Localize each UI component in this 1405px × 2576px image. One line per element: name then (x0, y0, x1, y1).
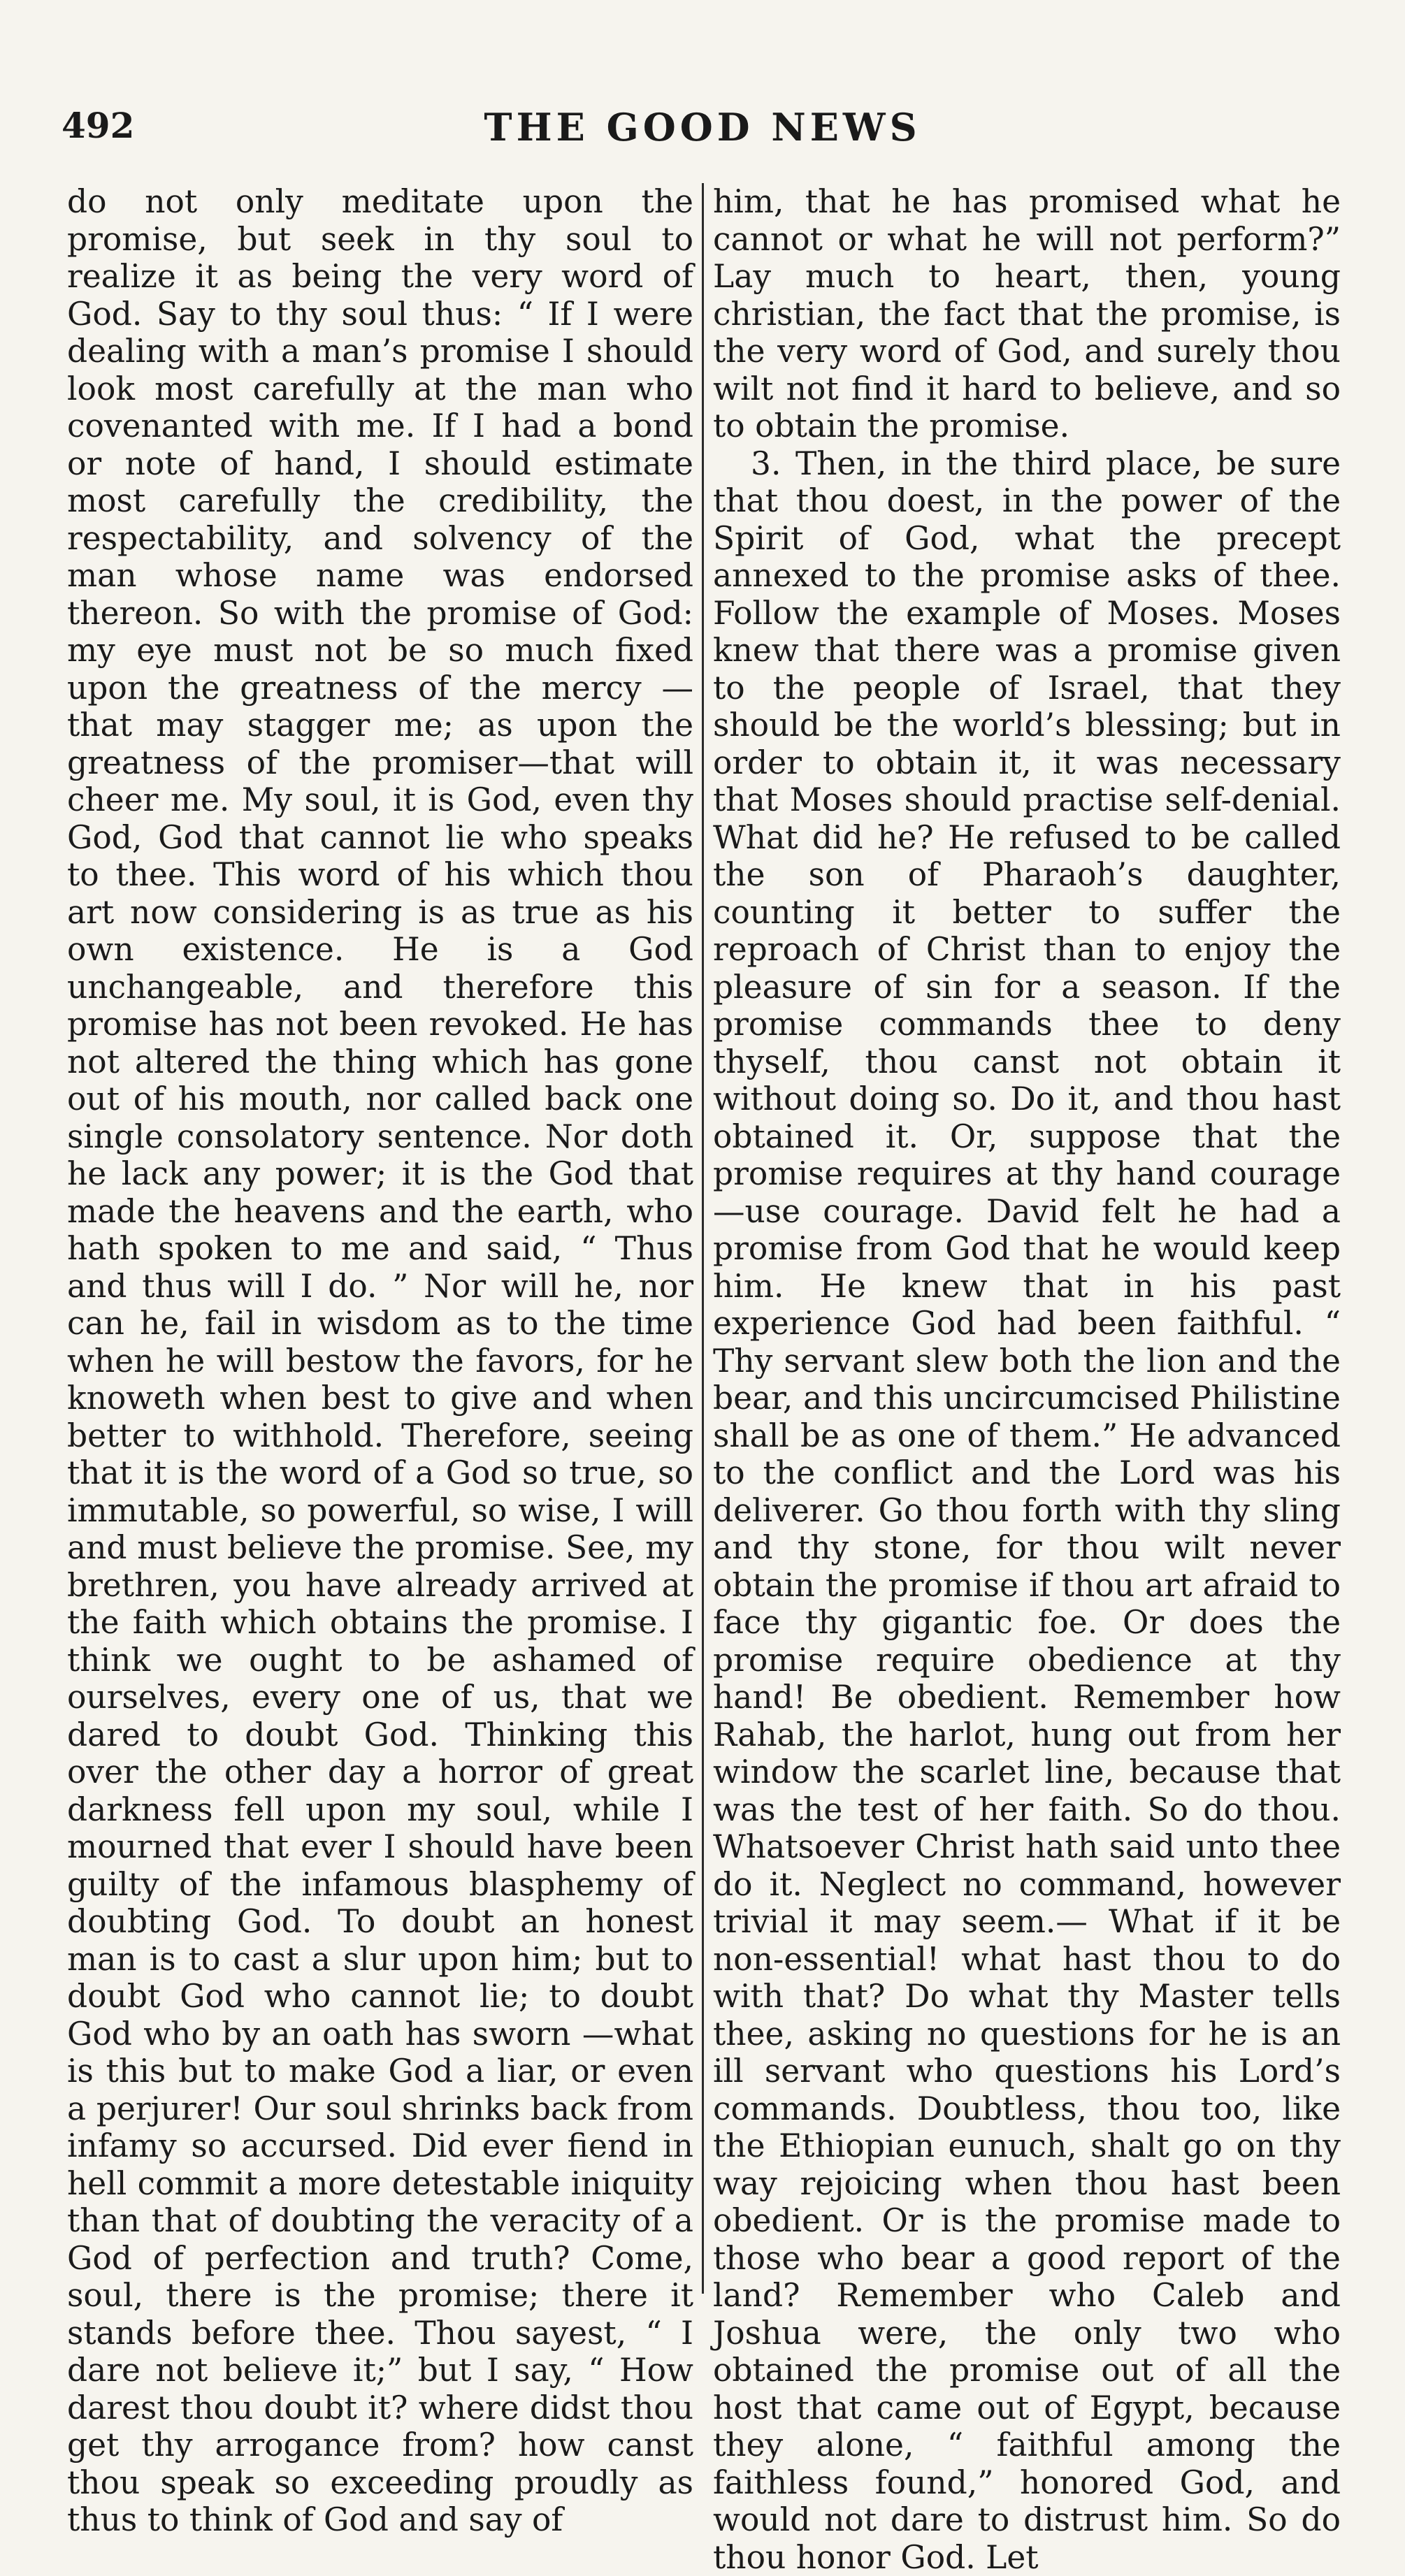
right-paragraph-2: 3. Then, in the third place, be sure that thou doest, in the power of the Spirit of God, what the precept annexed to the promise asks of thee. Follow the example of Moses. Moses knew that there was a promise given to the people of Israel, that they should be the world’s blessing; but in order to obtain it, it was necessary that Moses should practise self-denial. What did he? He refused to be called the son of Pharaoh’s daughter, counting it better to suffer the reproach of Christ than to enjoy the pleasure of sin for a season. If the promise commands thee to deny thyself, thou canst not obtain it without doing so. Do it, and thou hast obtained it. Or, suppose that the promise requires at thy hand courage—use courage. David felt he had a promise from God that he would keep him. He knew that in his past experience God had been faithful. “ Thy servant slew both the lion and the bear, and this uncircumcised Philistine shall be as one of them.” He advanced to the conflict and the Lord was his deliverer. Go thou forth with thy sling and thy stone, for thou wilt never obtain the promise if thou art afraid to face thy gigantic foe. Or does the promise require obedience at thy hand! Be obedient. Remember how Rahab, the harlot, hung out from her window the scarlet line, because that was the test of her faith. So do thou. Whatsoever Christ hath said unto thee do it. Neglect no command, however trivial it may seem.— What if it be non-essential! what hast thou to do with that? Do what thy Master tells thee, asking no questions for he is an ill servant who questions his Lord’s commands. Doubtless, thou too, like the Ethiopian eunuch, shalt go on thy way rejoicing when thou hast been obedient. Or is the promise made to those who bear a good report of the land? Remember who Caleb and Joshua were, the only two who obtained the promise out of all the host that came out of Egypt, because they alone, “ faithful among the faithless found,” honored God, and would not dare to distrust him. So do thou honor God. Let (713, 445, 1341, 2576)
left-column (67, 183, 693, 2539)
column-divider (702, 183, 704, 2294)
left-paragraph-1: do not only meditate upon the promise, but seek in thy soul to realize it as being the very word of God. Say to thy soul thus: “ If I were dealing with a man’s promise I should look most carefully at the man who covenanted with me. If I had a bond or note of hand, I should estimate most carefully the credibility, the respectability, and solvency of the man whose name was endorsed thereon. So with the promise of God: my eye must not be so much fixed upon the greatness of the mercy —that may stagger me; as upon the greatness of the promiser—that will cheer me. My soul, it is God, even thy God, God that cannot lie who speaks to thee. This word of his which thou art now considering is as true as his own existence. He is a God unchangeable, and therefore this promise has not been revoked. He has not altered the thing which has gone out of his mouth, nor called back one single consolatory sentence. Nor doth he lack any power; it is the God that made the heavens and the earth, who hath spoken to me and said, “ Thus and thus will I do. ” Nor will he, nor can he, fail in wisdom as to the time when he will bestow the favors, for he knoweth when best to give and when better to withhold. Therefore, seeing that it is the word of a God so true, so immutable, so powerful, so wise, I will and must believe the promise. See, my brethren, you have already arrived at the faith which obtains the promise. I think we ought to be ashamed of ourselves, every one of us, that we dared to doubt God. Thinking this over the other day a horror of great darkness fell upon my soul, while I mourned that ever I should have been guilty of the infamous blasphemy of doubting God. To doubt an honest man is to cast a slur upon him; but to doubt God who cannot lie; to doubt God who by an oath has sworn —what is this but to make God a liar, or even a perjurer! Our soul shrinks back from infamy so accursed. Did ever fiend in hell commit a more detestable iniquity than that of doubting the veracity of a God of perfection and truth? Come, soul, there is the promise; there it stands before thee. Thou sayest, “ I dare not believe it;” but I say, “ How darest thou doubt it? where didst thou get thy arrogance from? how canst thou speak so exceeding proudly as thus to think of God and say of (67, 183, 693, 2539)
page-number: 492 (62, 105, 134, 146)
right-column (713, 183, 1341, 2576)
right-paragraph-1: him, that he has promised what he cannot or what he will not perform?” Lay much to heart, then, young christian, the fact that the promise, is the very word of God, and surely thou wilt not find it hard to believe, and so to obtain the promise. (713, 183, 1341, 445)
running-title: THE GOOD NEWS (0, 105, 1405, 150)
